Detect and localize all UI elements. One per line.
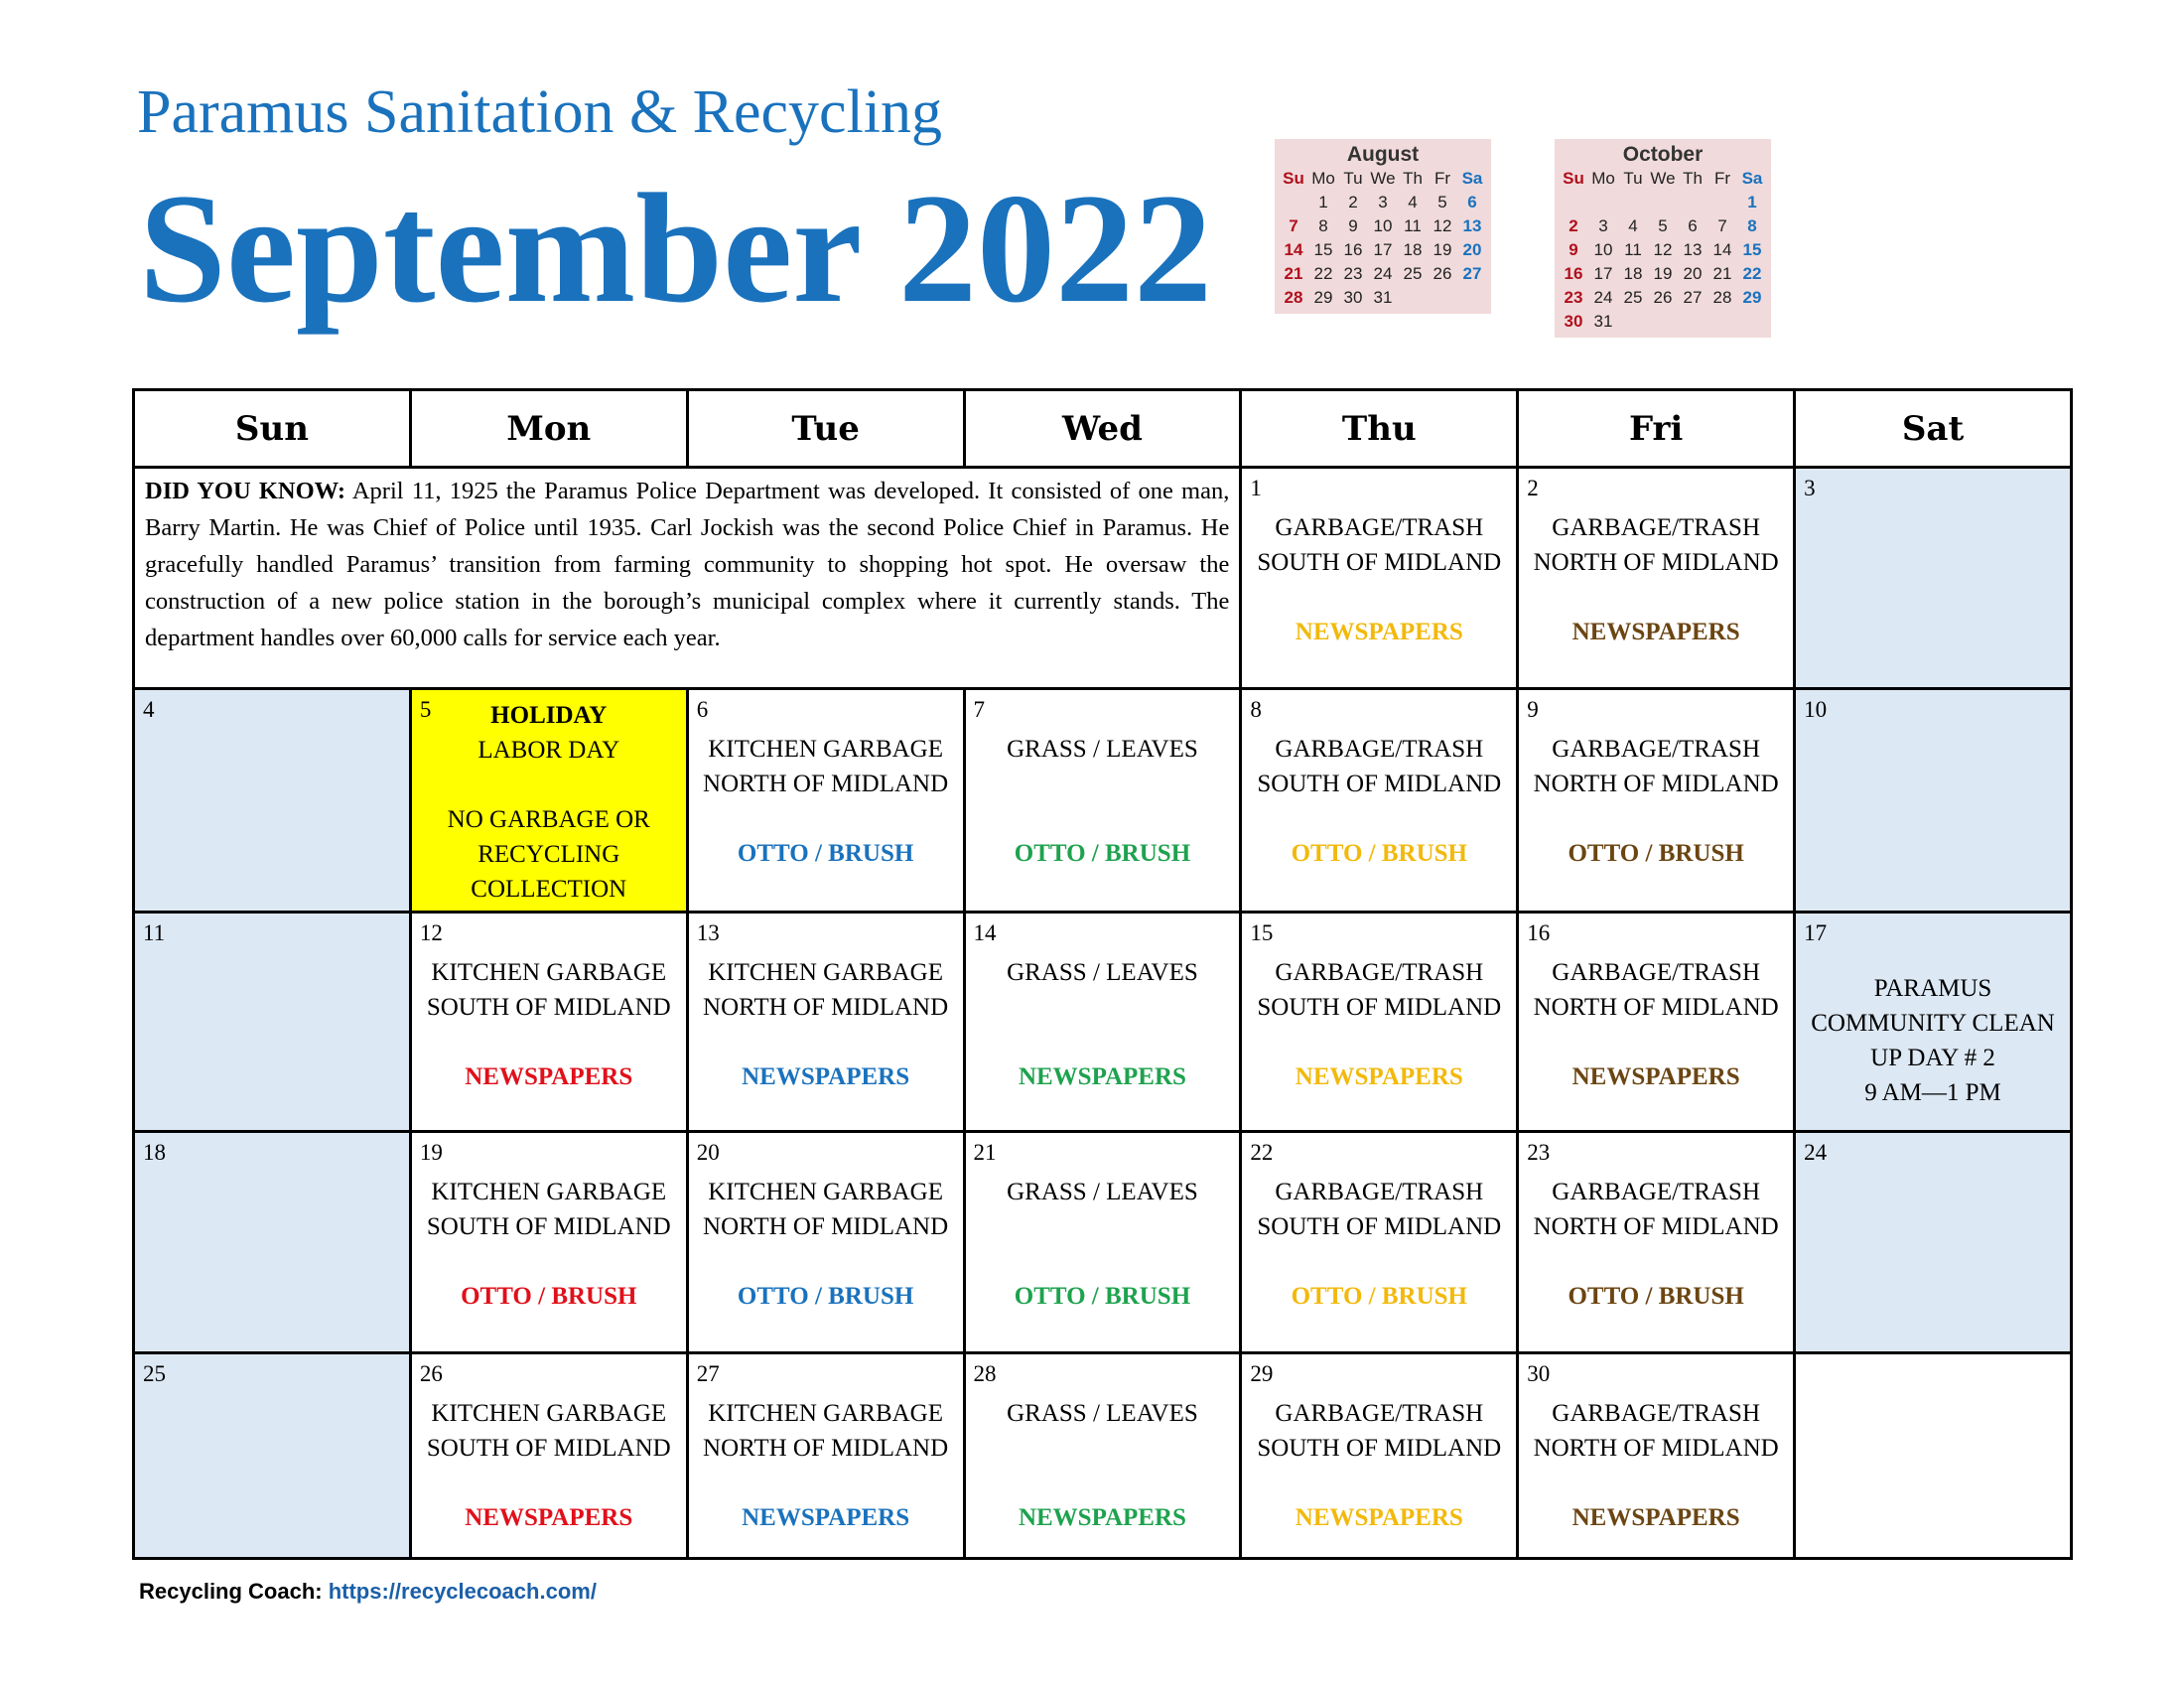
mini-day: 31 — [1593, 312, 1613, 331]
mini-day: 4 — [1408, 193, 1418, 211]
day-cell-empty[interactable] — [1795, 1353, 2072, 1559]
cell-text-line — [1242, 1244, 1516, 1279]
cell-text-line: NORTH OF MIDLAND — [1533, 549, 1779, 576]
subtitle: Paramus Sanitation & Recycling — [137, 78, 943, 146]
mini-day: 24 — [1593, 288, 1613, 307]
cell-text-line — [412, 1466, 686, 1500]
mini-day: 19 — [1433, 240, 1452, 259]
day-number: 21 — [973, 1140, 997, 1165]
mini-day — [1707, 310, 1737, 334]
day-cell-10[interactable] — [1795, 689, 2072, 913]
recycling-item: OTTO / BRUSH — [1014, 840, 1191, 867]
day-cell-2[interactable] — [1518, 468, 1795, 689]
mini-day: 8 — [1318, 216, 1328, 235]
week-row — [134, 913, 2072, 1132]
mini-day: 8 — [1747, 216, 1757, 235]
mini-day — [1279, 191, 1308, 214]
mini-day: 24 — [1373, 264, 1393, 283]
day-number: 27 — [696, 1361, 720, 1386]
cell-text-line — [689, 801, 963, 836]
cell-text-line: SOUTH OF MIDLAND — [1257, 1435, 1502, 1462]
day-cell-26[interactable] — [410, 1353, 687, 1559]
mini-day — [1457, 286, 1487, 310]
mini-day: 30 — [1343, 288, 1363, 307]
day-cell-28[interactable] — [964, 1353, 1241, 1559]
mini-day: 6 — [1688, 216, 1698, 235]
recycling-item: OTTO / BRUSH — [737, 1283, 914, 1310]
day-number: 17 — [1804, 920, 1828, 945]
recycling-item: OTTO / BRUSH — [1291, 840, 1467, 867]
day-cell-5[interactable] — [410, 689, 687, 913]
day-cell-17[interactable] — [1795, 913, 2072, 1132]
cell-text-line: UP DAY # 2 — [1870, 1045, 1995, 1071]
mini-day: 3 — [1598, 216, 1608, 235]
mini-day — [1707, 191, 1737, 214]
cell-text-line: GARBAGE/TRASH — [1552, 514, 1761, 541]
day-cell-11[interactable] — [134, 913, 411, 1132]
mini-day: 1 — [1318, 193, 1328, 211]
cell-text-line — [966, 1431, 1240, 1466]
cell-text-line — [412, 1244, 686, 1279]
mini-day-header: Th — [1403, 169, 1423, 188]
mini-day: 29 — [1742, 288, 1762, 307]
day-number: 15 — [1250, 920, 1274, 945]
cell-text-line: NORTH OF MIDLAND — [703, 771, 949, 797]
day-cell-6[interactable] — [687, 689, 964, 913]
mini-day: 25 — [1623, 288, 1643, 307]
mini-day: 28 — [1284, 288, 1303, 307]
cell-text-line: GARBAGE/TRASH — [1275, 514, 1484, 541]
mini-day: 20 — [1462, 240, 1482, 259]
cell-text-line: KITCHEN GARBAGE — [708, 736, 943, 763]
mini-day: 19 — [1653, 264, 1673, 283]
day-cell-14[interactable] — [964, 913, 1241, 1132]
recycling-item: OTTO / BRUSH — [1568, 1283, 1744, 1310]
cell-text-line: GRASS / LEAVES — [1007, 1400, 1198, 1427]
mini-day: 16 — [1343, 240, 1363, 259]
did-you-know-note — [134, 468, 1241, 689]
mini-day: 21 — [1284, 264, 1303, 283]
mini-calendar-october — [1555, 139, 1771, 338]
week-row — [134, 468, 2072, 689]
cell-text-line: HOLIDAY — [490, 702, 608, 729]
cell-text-line: KITCHEN GARBAGE — [708, 1179, 943, 1205]
cell-text-line — [1519, 1466, 1793, 1500]
cell-text-line: RECYCLING — [478, 841, 620, 868]
day-number: 11 — [143, 920, 166, 945]
cell-text-line: GARBAGE/TRASH — [1552, 1179, 1761, 1205]
day-number: 23 — [1527, 1140, 1551, 1165]
mini-day: 15 — [1742, 240, 1762, 259]
cell-text-line — [689, 1025, 963, 1059]
mini-day — [1398, 286, 1428, 310]
day-number: 14 — [973, 920, 997, 945]
day-cell-29[interactable] — [1241, 1353, 1518, 1559]
mini-day — [1588, 191, 1618, 214]
cell-text-line — [1519, 580, 1793, 615]
day-number: 1 — [1250, 476, 1262, 500]
mini-day — [1559, 191, 1588, 214]
cell-text-line: GARBAGE/TRASH — [1275, 736, 1484, 763]
day-cell-9[interactable] — [1518, 689, 1795, 913]
day-number: 26 — [419, 1361, 443, 1386]
mini-day: 7 — [1717, 216, 1727, 235]
day-number: 2 — [1527, 476, 1539, 500]
day-cell-8[interactable] — [1241, 689, 1518, 913]
mini-day: 21 — [1712, 264, 1732, 283]
cell-text-line: PARAMUS — [1873, 975, 1992, 1002]
cell-text-line: GARBAGE/TRASH — [1552, 959, 1761, 986]
mini-day — [1428, 286, 1457, 310]
weekday-fri: Fri — [1518, 390, 1795, 468]
mini-day: 26 — [1433, 264, 1452, 283]
weekday-mon: Mon — [410, 390, 687, 468]
mini-day: 14 — [1284, 240, 1303, 259]
cell-text-line — [1519, 801, 1793, 836]
mini-day: 9 — [1348, 216, 1358, 235]
recycling-item: NEWSPAPERS — [1018, 1504, 1186, 1531]
day-number: 8 — [1250, 697, 1262, 722]
mini-day: 13 — [1683, 240, 1703, 259]
day-number: 4 — [143, 697, 155, 722]
mini-day: 2 — [1569, 216, 1578, 235]
mini-day-header: Sa — [1461, 169, 1483, 188]
day-number: 9 — [1527, 697, 1539, 722]
mini-day-header: Mo — [1311, 169, 1335, 188]
recycling-item: NEWSPAPERS — [1571, 1504, 1740, 1531]
recycling-item: NEWSPAPERS — [1018, 1063, 1186, 1090]
mini-day — [1648, 310, 1678, 334]
week-row — [134, 1132, 2072, 1353]
mini-day-header: Fr — [1433, 169, 1451, 188]
cell-text-line — [689, 1244, 963, 1279]
weekday-sun: Sun — [134, 390, 411, 468]
cell-text-line — [1519, 1244, 1793, 1279]
did-you-know-label: DID YOU KNOW: — [145, 478, 345, 504]
cell-text-line: SOUTH OF MIDLAND — [426, 1435, 671, 1462]
day-number: 30 — [1527, 1361, 1551, 1386]
recycling-item: NEWSPAPERS — [1571, 619, 1740, 645]
cell-text-line — [412, 768, 686, 802]
mini-day: 5 — [1658, 216, 1668, 235]
cell-text-line — [966, 1025, 1240, 1059]
weekday-sat: Sat — [1795, 390, 2072, 468]
cell-text-line: GARBAGE/TRASH — [1275, 959, 1484, 986]
cell-text-line: KITCHEN GARBAGE — [431, 959, 667, 986]
mini-day — [1618, 191, 1648, 214]
mini-day: 17 — [1373, 240, 1393, 259]
day-number: 25 — [143, 1361, 166, 1386]
day-cell-25[interactable] — [134, 1353, 411, 1559]
mini-day: 13 — [1462, 216, 1482, 235]
day-number: 22 — [1250, 1140, 1274, 1165]
mini-day: 6 — [1467, 193, 1477, 211]
mini-day — [1618, 310, 1648, 334]
cell-text-line: KITCHEN GARBAGE — [431, 1179, 667, 1205]
cell-text-line: NORTH OF MIDLAND — [703, 994, 949, 1021]
mini-day: 22 — [1742, 264, 1762, 283]
cell-text-line — [966, 1244, 1240, 1279]
weekday-tue: Tue — [687, 390, 964, 468]
mini-day: 25 — [1403, 264, 1423, 283]
day-cell-20[interactable] — [687, 1132, 964, 1353]
cell-text-line — [1519, 1025, 1793, 1059]
day-number: 28 — [973, 1361, 997, 1386]
weekday-wed: Wed — [964, 390, 1241, 468]
mini-day: 18 — [1623, 264, 1643, 283]
cell-text-line — [1242, 801, 1516, 836]
cell-text-line: LABOR DAY — [478, 737, 620, 764]
weekday-thu: Thu — [1241, 390, 1518, 468]
day-number: 3 — [1804, 476, 1816, 500]
mini-day — [1678, 310, 1707, 334]
footer — [139, 1579, 597, 1605]
weekday-header — [134, 390, 2072, 468]
cell-text-line: GRASS / LEAVES — [1007, 1179, 1198, 1205]
recycling-item: NEWSPAPERS — [1295, 1504, 1463, 1531]
cell-text-line — [966, 1209, 1240, 1244]
cell-text-line: KITCHEN GARBAGE — [708, 1400, 943, 1427]
day-cell-1[interactable] — [1241, 468, 1518, 689]
cell-text-line: SOUTH OF MIDLAND — [1257, 1213, 1502, 1240]
footer-label: Recycling Coach: — [139, 1579, 329, 1604]
cell-text-line: NORTH OF MIDLAND — [1533, 1213, 1779, 1240]
recycling-item: NEWSPAPERS — [1295, 619, 1463, 645]
cell-text-line — [966, 1466, 1240, 1500]
cell-text-line: NO GARBAGE OR — [447, 806, 650, 833]
day-cell-3[interactable] — [1795, 468, 2072, 689]
cell-text-line: KITCHEN GARBAGE — [431, 1400, 667, 1427]
recyclecoach-link[interactable]: https://recyclecoach.com/ — [328, 1579, 597, 1604]
day-number: 29 — [1250, 1361, 1274, 1386]
day-cell-21[interactable] — [964, 1132, 1241, 1353]
calendar-grid — [132, 388, 2073, 1560]
day-number: 24 — [1804, 1140, 1828, 1165]
day-cell-24[interactable] — [1795, 1132, 2072, 1353]
mini-month-name: August — [1346, 143, 1420, 166]
day-cell-30[interactable] — [1518, 1353, 1795, 1559]
mini-day: 9 — [1569, 240, 1578, 259]
day-number: 6 — [696, 697, 709, 722]
cell-text-line — [966, 801, 1240, 836]
cell-text-line: GARBAGE/TRASH — [1552, 1400, 1761, 1427]
day-cell-23[interactable] — [1518, 1132, 1795, 1353]
mini-day: 7 — [1289, 216, 1298, 235]
mini-day: 15 — [1313, 240, 1333, 259]
recycling-item: NEWSPAPERS — [465, 1063, 633, 1090]
cell-text-line: SOUTH OF MIDLAND — [1257, 994, 1502, 1021]
week-row — [134, 1353, 2072, 1559]
recycling-item: OTTO / BRUSH — [1568, 840, 1744, 867]
cell-text-line: 9 AM—1 PM — [1864, 1079, 2001, 1106]
cell-text-line: GARBAGE/TRASH — [1275, 1400, 1484, 1427]
mini-day: 28 — [1712, 288, 1732, 307]
recycling-item: NEWSPAPERS — [742, 1504, 910, 1531]
cell-text-line — [412, 1025, 686, 1059]
mini-day: 12 — [1433, 216, 1452, 235]
cell-text-line — [689, 1466, 963, 1500]
mini-day: 23 — [1343, 264, 1363, 283]
day-number: 13 — [696, 920, 720, 945]
mini-month-name: October — [1622, 143, 1704, 166]
cell-text-line: NORTH OF MIDLAND — [1533, 1435, 1779, 1462]
cell-text-line — [1242, 1466, 1516, 1500]
mini-day: 16 — [1564, 264, 1583, 283]
recycling-item: OTTO / BRUSH — [737, 840, 914, 867]
cell-text-line: NORTH OF MIDLAND — [703, 1435, 949, 1462]
mini-day: 10 — [1593, 240, 1613, 259]
day-cell-4[interactable] — [134, 689, 411, 913]
day-cell-15[interactable] — [1241, 913, 1518, 1132]
mini-day: 22 — [1313, 264, 1333, 283]
day-number: 18 — [143, 1140, 166, 1165]
mini-day-header: Fr — [1713, 169, 1731, 188]
recycling-item: NEWSPAPERS — [742, 1063, 910, 1090]
cell-text-line — [1242, 1025, 1516, 1059]
cell-text-line: SOUTH OF MIDLAND — [1257, 549, 1502, 576]
cell-text-line — [966, 767, 1240, 801]
cell-text-line: SOUTH OF MIDLAND — [1257, 771, 1502, 797]
cell-text-line: KITCHEN GARBAGE — [708, 959, 943, 986]
cell-text-line: NORTH OF MIDLAND — [1533, 994, 1779, 1021]
mini-day-header: Mo — [1591, 169, 1615, 188]
cell-text-line: GRASS / LEAVES — [1007, 736, 1198, 763]
cell-text-line: COMMUNITY CLEAN — [1811, 1010, 2055, 1037]
mini-day: 17 — [1593, 264, 1613, 283]
cell-text-line: NORTH OF MIDLAND — [1533, 771, 1779, 797]
mini-day: 4 — [1628, 216, 1638, 235]
cell-text-line — [966, 990, 1240, 1025]
mini-day: 11 — [1404, 216, 1422, 235]
day-cell-13[interactable] — [687, 913, 964, 1132]
mini-day: 10 — [1373, 216, 1393, 235]
mini-day: 30 — [1564, 312, 1583, 331]
mini-day: 14 — [1712, 240, 1732, 259]
mini-day: 2 — [1348, 193, 1358, 211]
page-title: September 2022 — [139, 162, 1213, 336]
mini-day-header: Su — [1563, 169, 1584, 188]
mini-day: 20 — [1683, 264, 1703, 283]
mini-day — [1678, 191, 1707, 214]
day-number: 12 — [419, 920, 443, 945]
mini-day — [1648, 191, 1678, 214]
day-number: 5 — [419, 697, 432, 722]
day-cell-27[interactable] — [687, 1353, 964, 1559]
day-number: 7 — [973, 697, 986, 722]
recycling-item: OTTO / BRUSH — [461, 1283, 637, 1310]
mini-day-header: Tu — [1343, 169, 1363, 188]
day-number: 16 — [1527, 920, 1551, 945]
day-number: 20 — [696, 1140, 720, 1165]
recycling-item: OTTO / BRUSH — [1014, 1283, 1191, 1310]
day-cell-7[interactable] — [964, 689, 1241, 913]
mini-day: 18 — [1403, 240, 1423, 259]
mini-day: 29 — [1313, 288, 1333, 307]
recycling-item: NEWSPAPERS — [1571, 1063, 1740, 1090]
mini-day-header: Tu — [1623, 169, 1643, 188]
week-row — [134, 689, 2072, 913]
mini-day-header: We — [1650, 169, 1676, 188]
mini-day: 11 — [1624, 240, 1642, 259]
day-cell-12[interactable] — [410, 913, 687, 1132]
cell-text-line: GRASS / LEAVES — [1007, 959, 1198, 986]
mini-calendar-august — [1275, 139, 1491, 314]
recycling-item: NEWSPAPERS — [465, 1504, 633, 1531]
mini-day: 27 — [1462, 264, 1482, 283]
cell-text-line: SOUTH OF MIDLAND — [426, 1213, 671, 1240]
day-number: 10 — [1804, 697, 1828, 722]
mini-day: 23 — [1564, 288, 1583, 307]
mini-day-header: Su — [1283, 169, 1304, 188]
mini-day: 1 — [1747, 193, 1757, 211]
cell-text-line — [1242, 580, 1516, 615]
mini-day-header: We — [1370, 169, 1396, 188]
mini-day: 26 — [1653, 288, 1673, 307]
mini-day: 5 — [1437, 193, 1447, 211]
mini-day-header: Th — [1683, 169, 1703, 188]
day-cell-16[interactable] — [1518, 913, 1795, 1132]
cell-text-line: SOUTH OF MIDLAND — [426, 994, 671, 1021]
recycling-item: NEWSPAPERS — [1295, 1063, 1463, 1090]
mini-day — [1737, 310, 1767, 334]
mini-day: 12 — [1653, 240, 1673, 259]
recycling-item: OTTO / BRUSH — [1291, 1283, 1467, 1310]
cell-text-line: GARBAGE/TRASH — [1552, 736, 1761, 763]
cell-text-line: COLLECTION — [471, 876, 627, 903]
did-you-know-text: April 11, 1925 the Paramus Police Department was developed. It consisted of one man, Barry Martin. He was Chief of Police until 1935. Carl Jockish was the second Police Chief in Paramus. He gracefully handled Paramus’ transition from farming community to shopping hot spot. He oversaw the construction of a new police station in the borough’s municipal complex where it currently stands. The department handles over 60,000 calls for service each year. — [145, 478, 1230, 651]
day-cell-18[interactable] — [134, 1132, 411, 1353]
mini-day: 27 — [1683, 288, 1703, 307]
day-number: 19 — [419, 1140, 443, 1165]
cell-text-line: GARBAGE/TRASH — [1275, 1179, 1484, 1205]
mini-day: 3 — [1378, 193, 1388, 211]
cell-text-line: NORTH OF MIDLAND — [703, 1213, 949, 1240]
day-cell-22[interactable] — [1241, 1132, 1518, 1353]
mini-day-header: Sa — [1741, 169, 1763, 188]
mini-day: 31 — [1373, 288, 1393, 307]
day-cell-19[interactable] — [410, 1132, 687, 1353]
